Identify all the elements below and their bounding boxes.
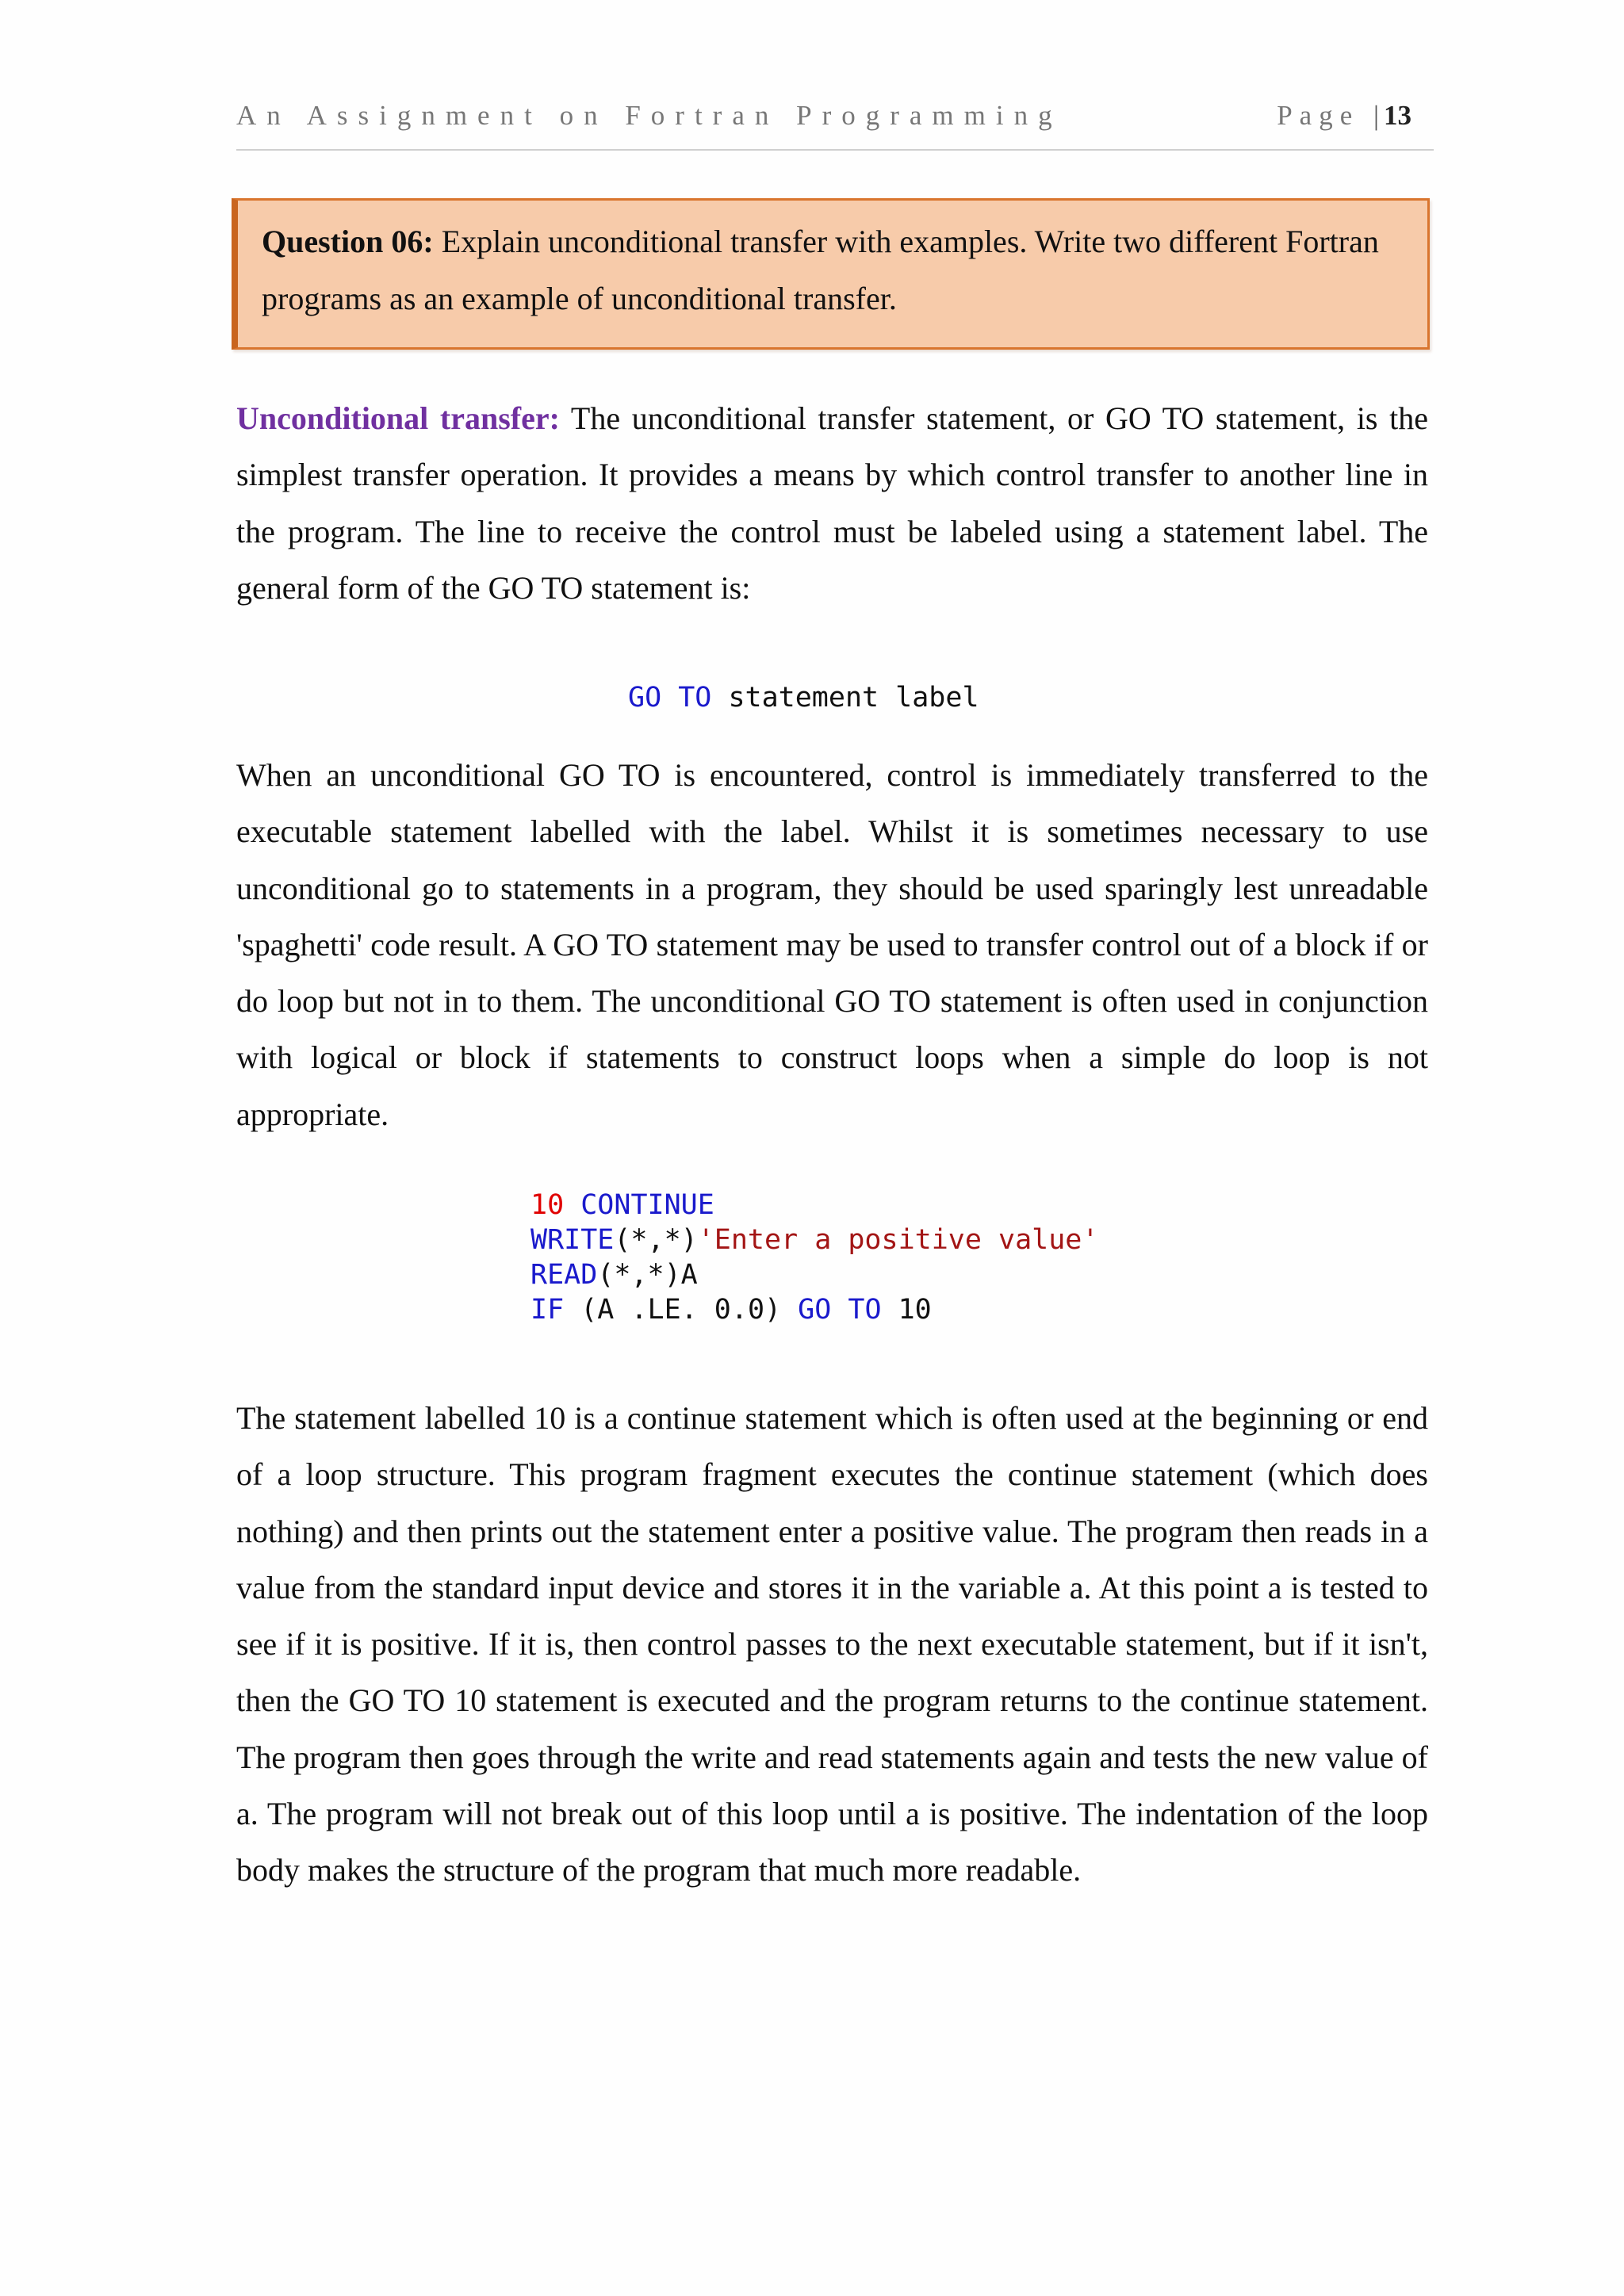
- code-line-1: [530, 1188, 1098, 1223]
- code-block: [530, 1188, 1098, 1327]
- code-keyword: GO TO: [798, 1294, 882, 1326]
- section-text: The unconditional transfer statement, or GO TO statement, is the simplest transfer operation. It provides a means by which control transfer to another line in the program. The line to receive the control must be labeled using a statement label. The general form of the GO TO statement is:: [236, 400, 1429, 606]
- question-body: Explain unconditional transfer with examples. Write two different Fortran programs as an example of unconditional transfer.: [262, 224, 1379, 316]
- code-keyword: CONTINUE: [580, 1189, 714, 1221]
- code-args: (*,*)A: [597, 1259, 698, 1291]
- code-string: 'Enter a positive value': [697, 1224, 1099, 1256]
- section-lead: Unconditional transfer:: [236, 400, 560, 436]
- question-box: [232, 198, 1430, 350]
- page-label: Page: [1277, 100, 1360, 131]
- code-keyword: WRITE: [530, 1224, 615, 1256]
- question-text: [262, 213, 1404, 327]
- code-line-2: [530, 1223, 1098, 1257]
- paragraph-goto-explanation: When an unconditional GO TO is encountered, control is immediately transferred to the executable statement labelled with the label. Whilst it is sometimes necessary to use unconditional go to statements in a program, they should be used sparingly lest unreadable 'spaghetti' code result. A GO TO statement may be used to transfer control out of a block if or do loop but not in to them. The unconditional GO TO statement is often used in conjunction with logical or block if statements to construct loops when a simple do loop is not appropriate.: [236, 757, 1428, 1132]
- page-number: 13: [1384, 100, 1411, 131]
- code-condition: (A .LE. 0.0): [564, 1294, 799, 1326]
- code-line-3: [530, 1257, 1098, 1292]
- code-keyword: READ: [530, 1259, 598, 1291]
- header-title: An Assignment on Fortran Programming: [236, 100, 1063, 131]
- syntax-line: [628, 680, 979, 715]
- code-label: 10: [530, 1189, 565, 1221]
- code-line-4: [530, 1292, 1098, 1327]
- syntax-rest: statement label: [728, 682, 979, 714]
- section-unconditional-transfer: [236, 390, 1428, 616]
- syntax-keyword: GO TO: [628, 682, 712, 714]
- code-args: (*,*): [614, 1224, 698, 1256]
- page-separator: |: [1373, 100, 1379, 131]
- page-number-label: [1277, 100, 1411, 132]
- page-header: [236, 94, 1434, 151]
- question-label: Question 06:: [262, 224, 434, 259]
- code-keyword: IF: [530, 1294, 565, 1326]
- code-target: 10: [881, 1294, 932, 1326]
- paragraph-code-explanation: The statement labelled 10 is a continue statement which is often used at the beginning or end of a loop structure. This program fragment executes the continue statement (which does nothing) and then prints out the statement enter a positive value. The program then reads in a value from the standard input device and stores it in the variable a. At this point a is tested to see if it is positive. If it is, then control passes to the next executable statement, but if it isn't, then the GO TO 10 statement is executed and the program returns to the continue statement. The program then goes through the write and read statements again and tests the new value of a. The program will not break out of this loop until a is positive. The indentation of the loop body makes the structure of the program that much more readable.: [236, 1400, 1428, 1888]
